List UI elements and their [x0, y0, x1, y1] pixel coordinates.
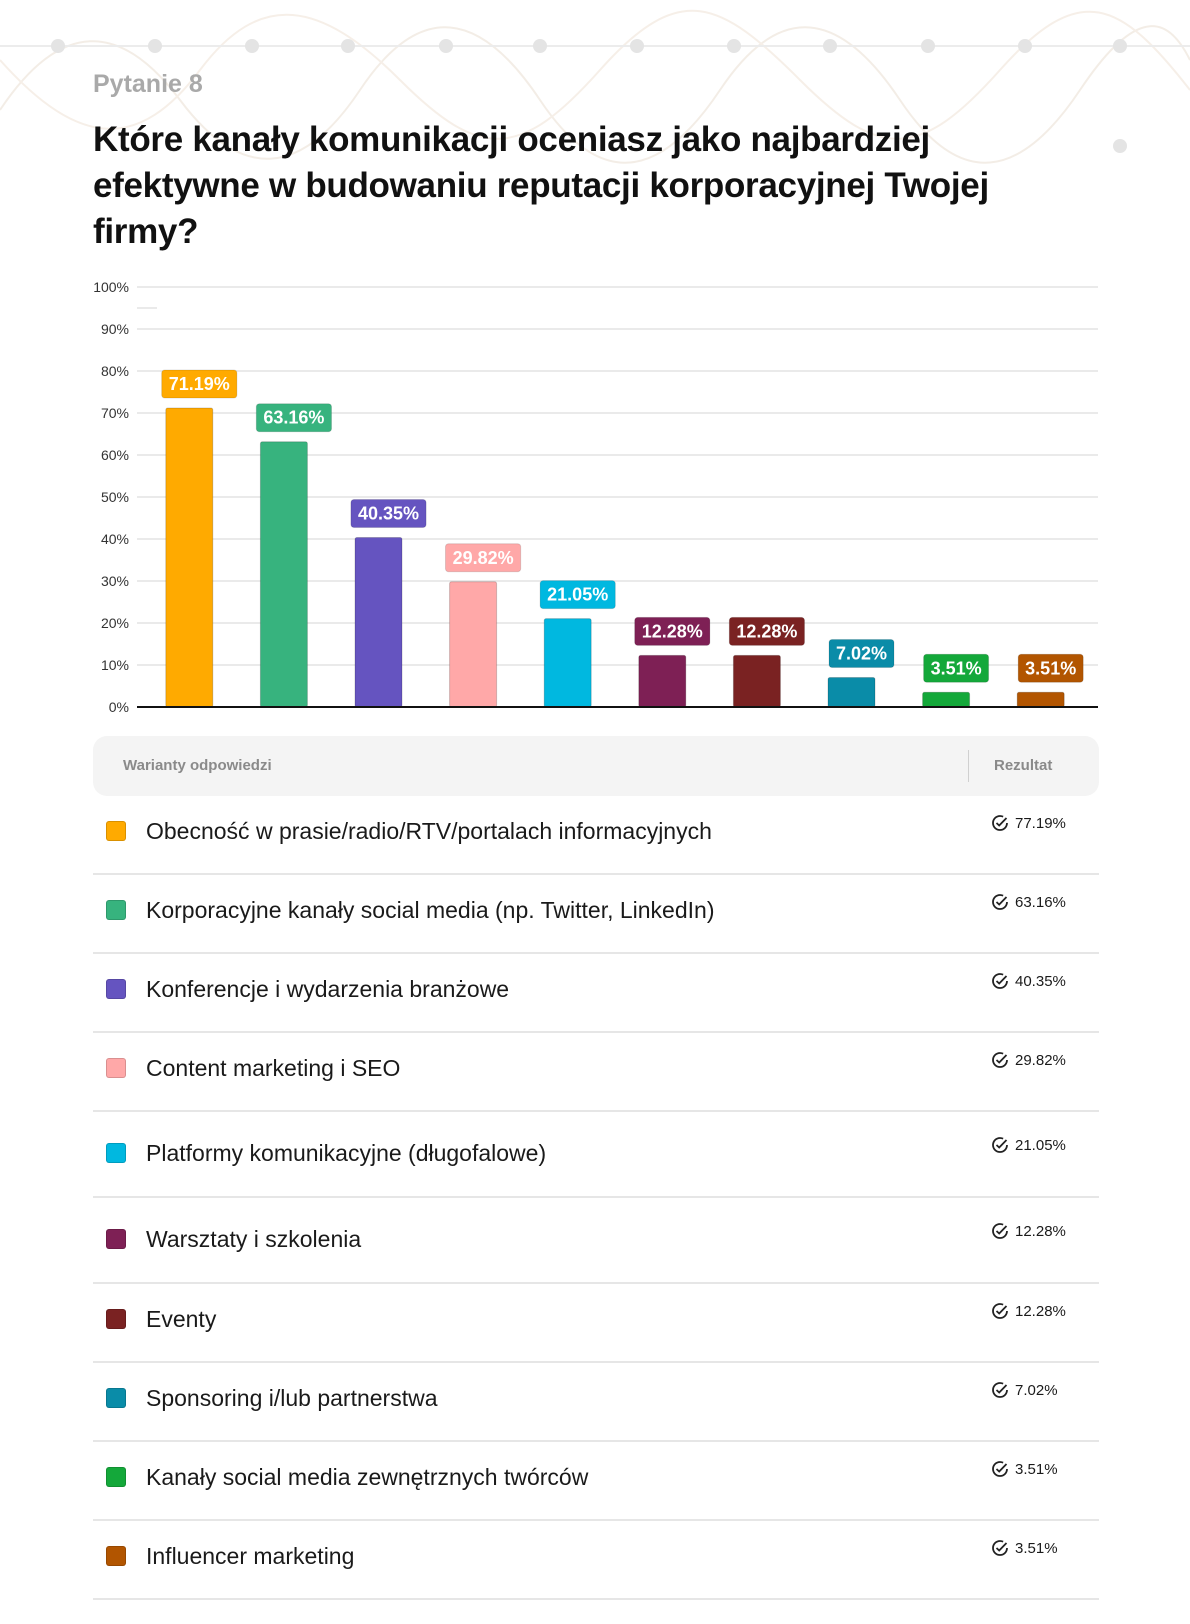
check-circle-icon: [991, 972, 1009, 990]
answer-label: Eventy: [146, 1306, 217, 1332]
check-circle-icon: [991, 1460, 1009, 1478]
answer-label: Obecność w prasie/radio/RTV/portalach informacyjnych: [146, 818, 712, 844]
data-label: 40.35%: [357, 503, 420, 524]
answer-label: Konferencje i wydarzenia branżowe: [146, 976, 510, 1002]
answer-result-value: 12.28%: [1015, 1302, 1066, 1320]
bar: [733, 655, 780, 707]
check-circle-icon: [991, 1539, 1009, 1557]
data-label: 29.82%: [452, 547, 514, 568]
answer-result: [991, 893, 1066, 911]
question-number: Pytanie 8: [93, 70, 203, 98]
answer-result-value: 3.51%: [1015, 1460, 1058, 1478]
answer-label: Platformy komunikacyjne (długofalowe): [146, 1140, 547, 1166]
check-circle-icon: [991, 1222, 1009, 1240]
color-swatch: [106, 821, 126, 841]
answer-label: Influencer marketing: [146, 1543, 355, 1569]
y-tick-label: 40%: [100, 531, 129, 547]
data-label: 12.28%: [736, 621, 798, 642]
data-label: 63.16%: [263, 407, 325, 428]
data-label: 21.05%: [547, 584, 609, 605]
answer-result: [991, 1460, 1058, 1478]
bar: [260, 442, 307, 707]
answer-row: [93, 1521, 1099, 1600]
answer-result: [991, 814, 1066, 832]
color-swatch: [106, 1467, 126, 1487]
answer-result: [991, 1381, 1058, 1399]
y-tick-label: 80%: [100, 363, 129, 379]
data-label: 71.19%: [168, 374, 230, 395]
y-tick-label: 90%: [100, 321, 129, 337]
answer-row: [93, 1363, 1099, 1442]
answer-result: [991, 1136, 1066, 1154]
color-swatch: [106, 1058, 126, 1078]
y-tick-label: 0%: [108, 699, 129, 715]
bar: [355, 538, 402, 707]
color-swatch: [106, 979, 126, 999]
bar: [828, 678, 875, 707]
color-swatch: [106, 1143, 126, 1163]
y-tick-label: 20%: [100, 615, 129, 631]
answer-result: [991, 1051, 1066, 1069]
check-circle-icon: [991, 1051, 1009, 1069]
answer-result: [991, 972, 1066, 990]
answers-list: [93, 796, 1099, 1600]
answer-row: [93, 1033, 1099, 1112]
data-label: 12.28%: [641, 621, 703, 642]
check-circle-icon: [991, 814, 1009, 832]
answer-label: Sponsoring i/lub partnerstwa: [146, 1385, 438, 1411]
result-column-header: Rezultat: [994, 757, 1053, 774]
y-tick-label: 60%: [100, 447, 129, 463]
answer-result-value: 63.16%: [1015, 893, 1066, 911]
answer-result-value: 21.05%: [1015, 1136, 1066, 1154]
y-tick-label: 50%: [100, 489, 129, 505]
data-label: 3.51%: [1025, 658, 1077, 679]
y-tick-label: 30%: [100, 573, 129, 589]
color-swatch: [106, 900, 126, 920]
color-swatch: [106, 1229, 126, 1249]
bar: [639, 655, 686, 707]
bar: [544, 619, 591, 707]
data-label: 3.51%: [930, 658, 982, 679]
answer-row: [93, 1198, 1099, 1284]
y-tick-label: 100%: [93, 279, 129, 295]
answer-result-value: 3.51%: [1015, 1539, 1058, 1557]
answer-result: [991, 1539, 1058, 1557]
answer-row: [93, 1442, 1099, 1521]
color-swatch: [106, 1388, 126, 1408]
check-circle-icon: [991, 1302, 1009, 1320]
answer-label: Warsztaty i szkolenia: [146, 1226, 362, 1252]
answer-row: [93, 1284, 1099, 1363]
answer-row: [93, 1112, 1099, 1198]
bar: [450, 582, 497, 707]
color-swatch: [106, 1309, 126, 1329]
bar: [923, 692, 970, 707]
data-label: 7.02%: [835, 643, 888, 664]
answer-row: [93, 954, 1099, 1033]
answer-label: Kanały social media zewnętrznych twórców: [146, 1464, 589, 1490]
answer-label: Korporacyjne kanały social media (np. Twitter, LinkedIn): [146, 897, 715, 923]
answer-row: [93, 875, 1099, 954]
answer-result: [991, 1222, 1066, 1240]
answer-label: Content marketing i SEO: [146, 1055, 401, 1081]
color-swatch: [106, 1546, 126, 1566]
answer-result: [991, 1302, 1066, 1320]
bar: [166, 408, 213, 707]
answer-row: [93, 796, 1099, 875]
check-circle-icon: [991, 1136, 1009, 1154]
check-circle-icon: [991, 1381, 1009, 1399]
bar-chart: [0, 270, 1190, 720]
answer-result-value: 29.82%: [1015, 1051, 1066, 1069]
header-divider: [968, 750, 969, 782]
question-title: Które kanały komunikacji oceniasz jako najbardziej efektywne w budowaniu reputacji korporacyjnej Twojej firmy?: [93, 120, 989, 251]
answer-result-value: 77.19%: [1015, 814, 1066, 832]
y-tick-label: 10%: [100, 657, 129, 673]
answer-result-value: 7.02%: [1015, 1381, 1058, 1399]
check-circle-icon: [991, 893, 1009, 911]
answer-result-value: 40.35%: [1015, 972, 1066, 990]
bar: [1017, 692, 1064, 707]
answer-result-value: 12.28%: [1015, 1222, 1066, 1240]
answers-column-header: Warianty odpowiedzi: [123, 757, 272, 774]
y-tick-label: 70%: [100, 405, 129, 421]
answers-table-header: [93, 736, 1099, 796]
